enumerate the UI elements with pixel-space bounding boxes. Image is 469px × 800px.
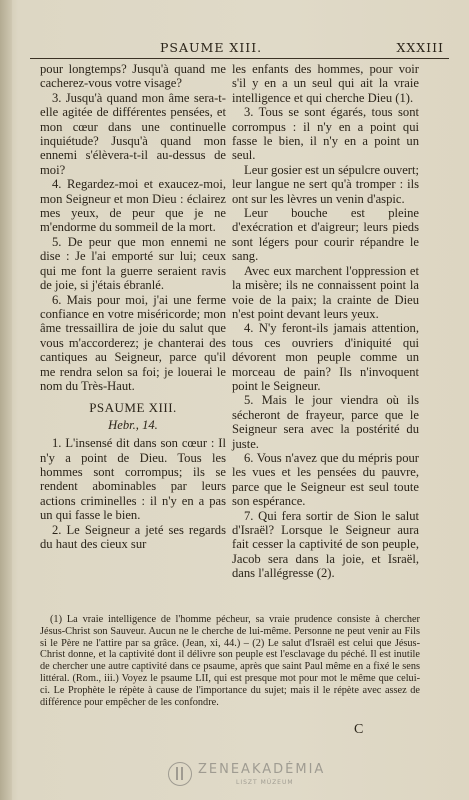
verse-paragraph: Leur gosier est un sépulcre ouvert; leur langue ne sert qu'à tromper : ils ont sur les lèvres un venin d'aspic. [232, 162, 419, 206]
verse-paragraph: 1. L'insensé dit dans son cœur : Il n'y a point de Dieu. Tous les hommes sont corrompus; ils se rendent abominables par leurs actions criminelles : il n'y en a pas un qui fasse le bien. [40, 436, 226, 523]
verse-paragraph: 4. Regardez-moi et exaucez-moi, mon Seigneur et mon Dieu : éclairez mes yeux, de peur que je ne m'endorme du sommeil de la mort. [40, 177, 226, 235]
footnotes [40, 614, 420, 708]
verse-paragraph: Leur bouche est pleine d'exécration et d'aigreur; leurs pieds sont légers pour courir répandre le sang. [232, 206, 419, 264]
footnote: (1) La vraie intelligence de l'homme pécheur, sa vraie prudence consiste à chercher Jésus-Christ son Sauveur. Aucun ne le cherche de lui-même. Personne ne peut venir au Fils si le Père ne l'attire par sa grâce. (Jean, xi, 44.) – (2) Le salut d'Israël est celui que Jésus-Christ donne, et la captivité dont il délivre son peuple est l'esclavage du péché. Il est inutile de chercher une autre captivité dans ce psaume, après que saint Paul même en a fixé le sens littéral. (Rom., iii.) Voyez le psaume LII, qui est presque mot pour mot le même que celui-ci. Le Prophète le répète à cause de l'importance du sujet; mais il le répète avec assez de différence pour empêcher de les confondre. [40, 614, 420, 708]
psalm-heading: PSAUME XIII. [89, 400, 177, 416]
right-column [232, 62, 419, 581]
verse-paragraph: 6. Vous n'avez que du mépris pour les vues et les pensées du pauvre, parce que le Seigneur est seul toute son espérance. [232, 450, 419, 509]
verse-paragraph: 2. Le Seigneur a jeté ses regards du haut des cieux sur [40, 522, 226, 551]
verse-paragraph: pour longtemps? Jusqu'à quand me cacherez-vous votre visage? [40, 62, 226, 91]
organ-pipes-icon [168, 762, 192, 786]
stamp-subtitle: LISZT MÚZEUM [236, 779, 294, 786]
running-title: PSAUME XIII. [160, 40, 263, 55]
verse-paragraph: 5. De peur que mon ennemi ne dise : Je l'ai emporté sur lui; ceux qui me font la guerre seraient ravis de joie, si j'étais ébranlé. [40, 234, 226, 293]
left-column [40, 62, 226, 551]
verse-paragraph: Avec eux marchent l'oppression et la misère; ils ne connaissent point la voie de la paix; la crainte de Dieu n'est point devant leurs yeux. [232, 263, 419, 321]
header-rule [30, 58, 449, 59]
library-stamp [168, 760, 328, 790]
verse-paragraph: 3. Tous se sont égarés, tous sont corrompus : il n'y en a point qui fasse le bien, il n'y en a point un seul. [232, 105, 419, 163]
page-number: XXXIII [396, 40, 444, 55]
verse-paragraph: 4. N'y feront-ils jamais attention, tous ces ouvriers d'iniquité qui dévorent mon peuple comme un morceau de pain? Ils n'invoquent point le Seigneur. [232, 321, 419, 393]
page-gutter [0, 0, 12, 800]
verse-paragraph: 3. Jusqu'à quand mon âme sera-t-elle agitée de différentes pensées, et mon cœur dans une continuelle inquiétude? Jusqu'à quand mon ennemi s'élèvera-t-il au-dessus de moi? [40, 90, 226, 177]
psalm-reference: Hebr., 14. [108, 417, 158, 432]
verse-paragraph: 5. Mais le jour viendra où ils sécheront de frayeur, parce que le Seigneur sera avec la postérité du juste. [232, 393, 419, 451]
verse-paragraph: les enfants des hommes, pour voir s'il y en a un seul qui ait la vraie intelligence et qui cherche Dieu (1). [232, 62, 419, 105]
stamp-name: ZENEAKADÉMIA [198, 762, 326, 777]
signature-mark: C [354, 722, 364, 737]
verse-paragraph: 6. Mais pour moi, j'ai une ferme confiance en votre miséricorde; mon âme tressaillira de joie du salut que vous m'accorderez; je chanterai des cantiques au Seigneur, parce qu'il me rendra selon sa foi; je louerai le nom du Très-Haut. [40, 292, 226, 393]
verse-paragraph: 7. Qui fera sortir de Sion le salut d'Israël? Lorsque le Seigneur aura fait cesser la captivité de son peuple, Jacob sera dans la joie, et Israël, dans l'allégresse (2). [232, 508, 419, 581]
running-header [30, 40, 449, 56]
